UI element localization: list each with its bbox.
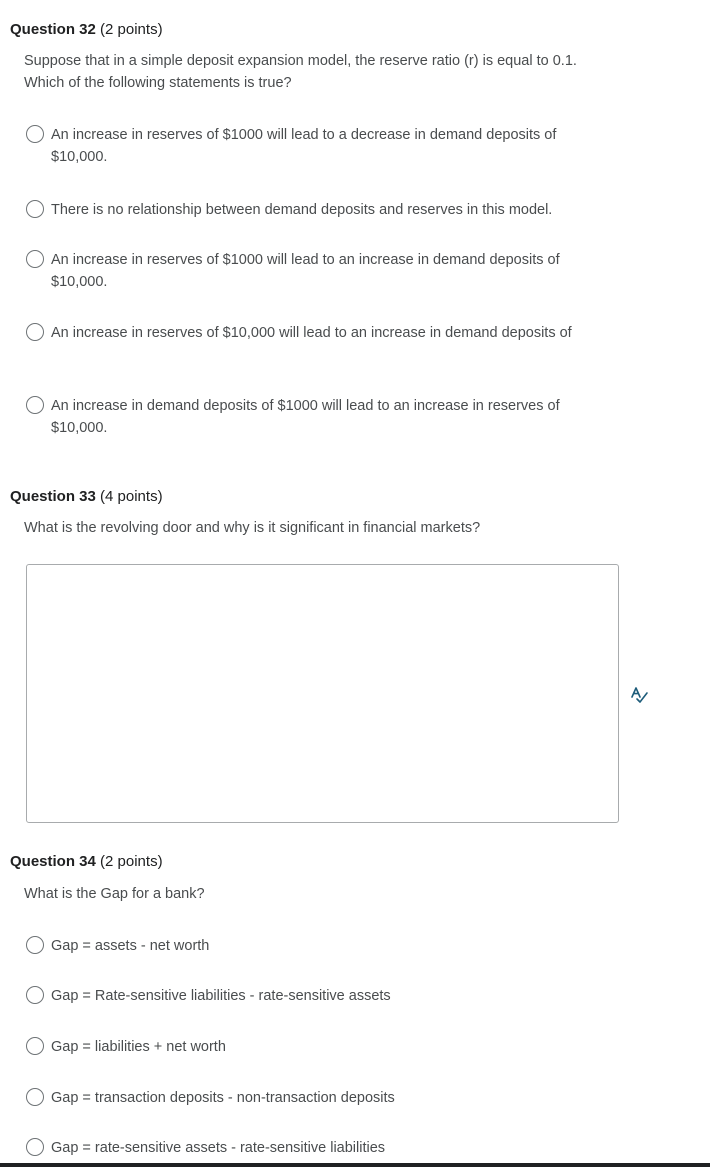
option-label: An increase in reserves of $10,000 will lead to an increase in demand deposits of <box>51 325 572 341</box>
option-label: Gap = Rate-sensitive liabilities - rate-sensitive assets <box>51 988 391 1004</box>
question-32-title: Question 32 <box>10 21 96 38</box>
question-32-points: (2 points) <box>100 21 163 38</box>
q32-option-4[interactable] <box>26 322 606 344</box>
question-33-title: Question 33 <box>10 488 96 505</box>
q32-option-5[interactable] <box>26 395 606 439</box>
question-32-header <box>10 20 163 40</box>
answer-textarea[interactable] <box>26 564 619 823</box>
q34-option-3[interactable] <box>26 1036 606 1058</box>
option-label: Gap = transaction deposits - non-transaction deposits <box>51 1090 395 1106</box>
q32-option-1[interactable] <box>26 124 606 168</box>
q32-option-2[interactable] <box>26 199 606 221</box>
question-34-points: (2 points) <box>100 853 163 870</box>
question-34-prompt: What is the Gap for a bank? <box>24 886 205 902</box>
option-label: There is no relationship between demand deposits and reserves in this model. <box>51 202 553 218</box>
question-33-header <box>10 487 163 507</box>
q34-option-4[interactable] <box>26 1087 606 1109</box>
option-label: An increase in reserves of $1000 will lead to an increase in demand deposits of $10,000. <box>51 252 560 290</box>
radio-button[interactable] <box>26 986 44 1004</box>
radio-button[interactable] <box>26 200 44 218</box>
spellcheck-icon[interactable] <box>629 684 649 704</box>
option-label: Gap = assets - net worth <box>51 938 210 954</box>
radio-button[interactable] <box>26 250 44 268</box>
question-32-prompt: Suppose that in a simple deposit expansion model, the reserve ratio (r) is equal to 0.1. Which of the following statements is true? <box>24 53 577 91</box>
q34-option-1[interactable] <box>26 935 606 957</box>
question-34-header <box>10 852 163 872</box>
option-label: An increase in reserves of $1000 will lead to a decrease in demand deposits of $10,000. <box>51 127 557 165</box>
radio-button[interactable] <box>26 1138 44 1156</box>
q34-option-2[interactable] <box>26 985 606 1007</box>
q32-option-3[interactable] <box>26 249 606 293</box>
radio-button[interactable] <box>26 936 44 954</box>
radio-button[interactable] <box>26 396 44 414</box>
radio-button[interactable] <box>26 125 44 143</box>
q34-option-5[interactable] <box>26 1137 606 1159</box>
question-34-title: Question 34 <box>10 853 96 870</box>
option-label: Gap = liabilities + net worth <box>51 1039 226 1055</box>
question-33-prompt: What is the revolving door and why is it significant in financial markets? <box>24 520 481 536</box>
radio-button[interactable] <box>26 323 44 341</box>
option-label: An increase in demand deposits of $1000 will lead to an increase in reserves of $10,000. <box>51 398 560 436</box>
radio-button[interactable] <box>26 1037 44 1055</box>
option-label: Gap = rate-sensitive assets - rate-sensitive liabilities <box>51 1140 386 1156</box>
radio-button[interactable] <box>26 1088 44 1106</box>
question-33-points: (4 points) <box>100 488 163 505</box>
page-bottom-divider <box>0 1163 710 1167</box>
